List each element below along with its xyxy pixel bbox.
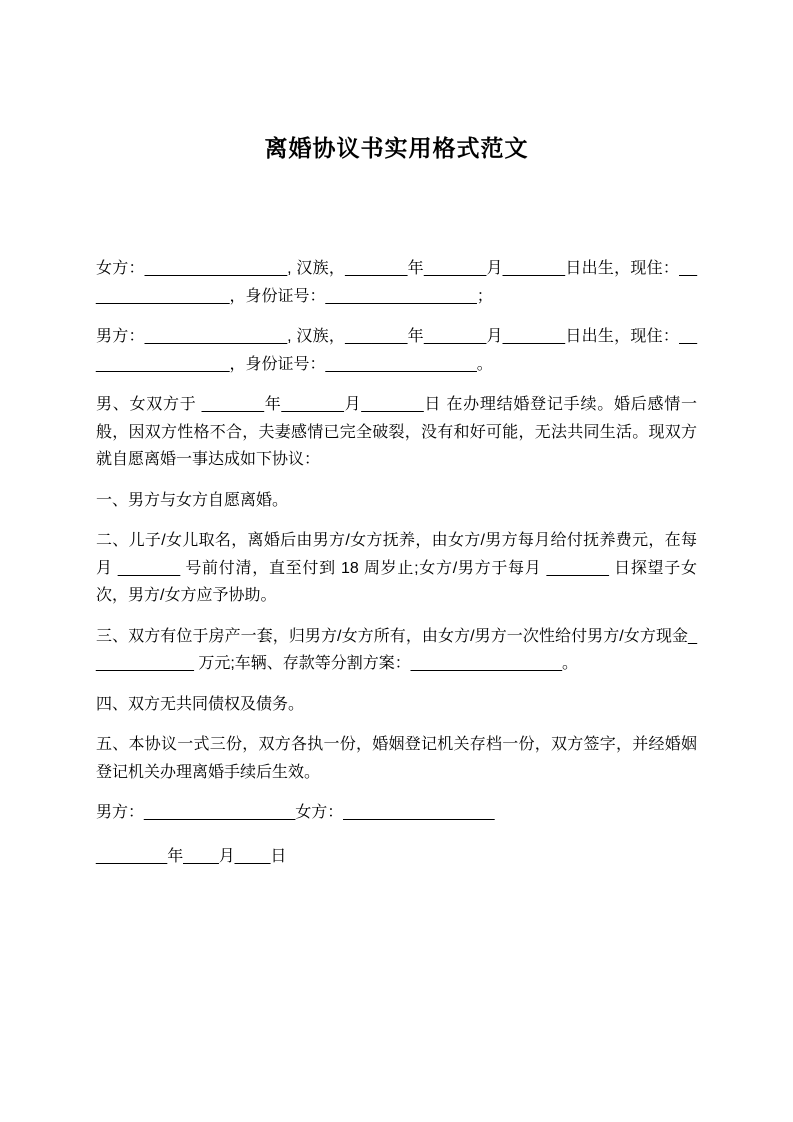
- date-line: ________年____月____日: [96, 847, 287, 865]
- paragraph-marriage-background: 男、女双方于 _______年_______月_______日 在办理结婚登记手续。婚后感情一般，因双方性格不合，夫妻感情已完全破裂，没有和好可能，无法共同生活。现双方就自愿离婚一事达成如下协议：: [96, 396, 697, 469]
- signature-line: 男方：_________________女方：_________________: [96, 804, 495, 822]
- clause-4-debts: 四、双方无共同债权及债务。: [96, 695, 305, 713]
- clause-3-property-division: 三、双方有位于房产一套，归男方/女方所有，由女方/男方一次性给付男方/女方现金____________ 万元;车辆、存款等分割方案：_________________。: [96, 627, 697, 673]
- document-title: 离婚协议书实用格式范文: [264, 135, 529, 161]
- clause-5-copies-and-effect: 五、本协议一式三份，双方各执一份，婚姻登记机关存档一份，双方签字，并经婚姻登记机关办理离婚手续后生效。: [96, 736, 697, 781]
- paragraph-female-party-info: 女方：________________, 汉族，_______年_______月_______日出生，现住：_________________，身份证号：_________________；: [96, 260, 697, 305]
- clause-1-voluntary-divorce: 一、男方与女方自愿离婚。: [96, 491, 289, 509]
- paragraph-male-party-info: 男方：________________, 汉族，_______年_______月_______日出生，现住：_________________，身份证号：_________________。: [96, 328, 697, 373]
- clause-2-child-custody: 二、儿子/女儿取名，离婚后由男方/女方抚养，由女方/男方每月给付抚养费元，在每月 _______ 号前付清，直至付到 18 周岁止;女方/男方于每月 _______ 日探望子女次，男方/女方应予协助。: [96, 532, 697, 605]
